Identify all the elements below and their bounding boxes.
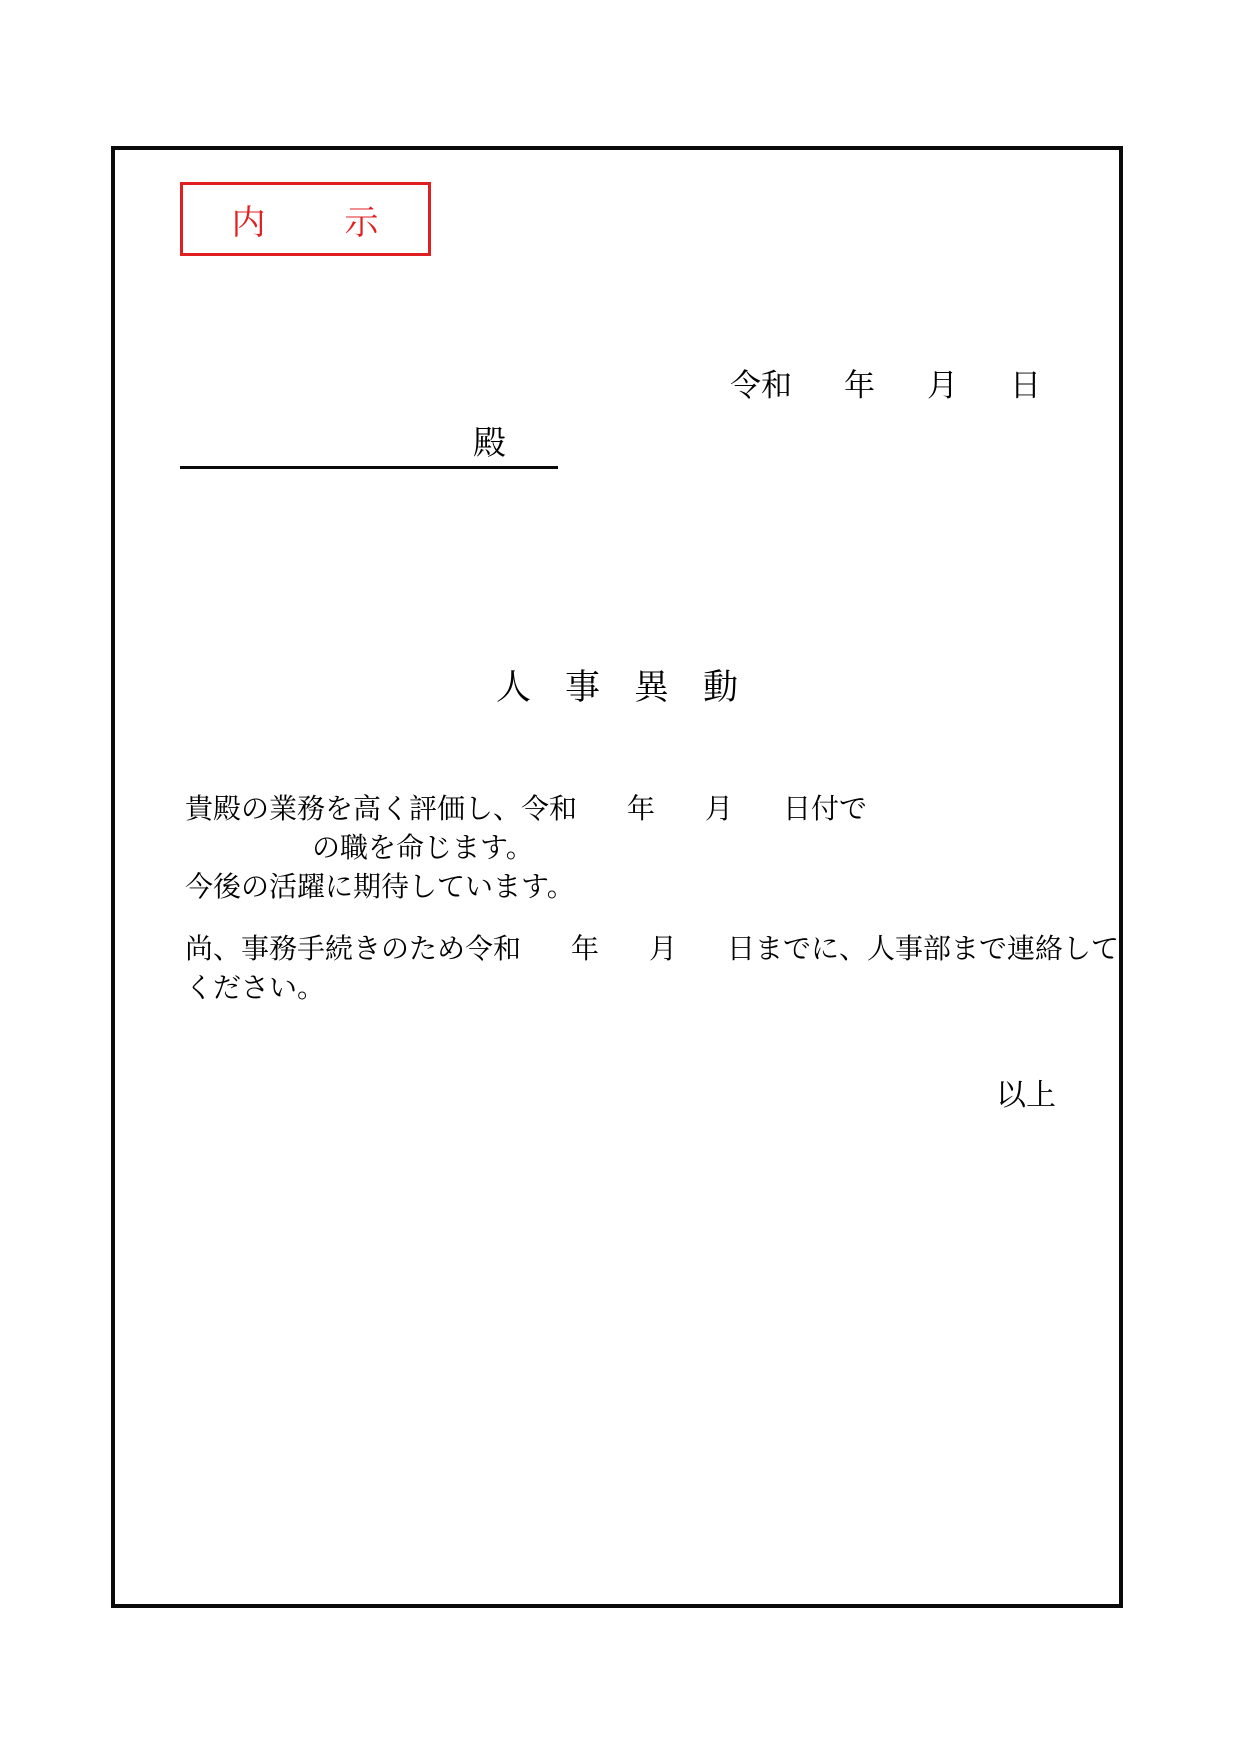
closing-ijou: 以上 — [996, 1079, 1056, 1112]
naiji-stamp-box — [180, 182, 431, 256]
year-fill-blank — [521, 957, 571, 958]
paragraph2-line2: ください。 — [185, 973, 326, 1004]
document-title — [111, 660, 1123, 710]
paragraph1-line3: 今後の活躍に期待しています。 — [185, 872, 575, 903]
body-paragraph-1 — [185, 790, 1125, 907]
date-era-label: 令和 — [730, 368, 792, 403]
paragraph1-line1 — [185, 790, 1125, 829]
body-paragraph-2 — [185, 930, 1125, 1008]
title-char-1: 人 — [495, 668, 531, 707]
paragraph1-month-label: 月 — [705, 794, 734, 825]
title-char-3: 異 — [634, 668, 670, 707]
paragraph2-month-label: 月 — [649, 934, 678, 965]
paragraph2-year-label: 年 — [571, 934, 600, 965]
addressee-honorific: 殿 — [473, 426, 506, 462]
date-year-label: 年 — [844, 368, 875, 403]
month-fill-blank — [599, 957, 649, 958]
addressee-blank-line — [180, 423, 558, 469]
paragraph1-line1-pre: 貴殿の業務を高く評価し、令和 — [185, 794, 578, 825]
title-char-2: 事 — [564, 668, 600, 707]
date-month-label: 月 — [927, 368, 958, 403]
paragraph2-line1 — [185, 930, 1125, 969]
paragraph1-line2: の職を命じます。 — [312, 833, 534, 864]
paragraph2-line1-pre: 尚、事務手続きのため令和 — [185, 934, 522, 965]
month-fill-blank — [655, 817, 705, 818]
day-fill-blank — [733, 817, 783, 818]
naiji-stamp-char-1: 内 — [231, 204, 267, 242]
paragraph2-line1-tail: 日までに、人事部まで連絡して — [727, 934, 1120, 965]
date-day-label: 日 — [1010, 368, 1041, 403]
date-line — [730, 360, 1041, 405]
paragraph1-line1-tail: 日付で — [783, 794, 868, 825]
naiji-stamp-char-2: 示 — [344, 204, 380, 242]
paragraph1-year-label: 年 — [627, 794, 656, 825]
title-char-4: 動 — [703, 668, 739, 707]
day-fill-blank — [677, 957, 727, 958]
year-fill-blank — [577, 817, 627, 818]
